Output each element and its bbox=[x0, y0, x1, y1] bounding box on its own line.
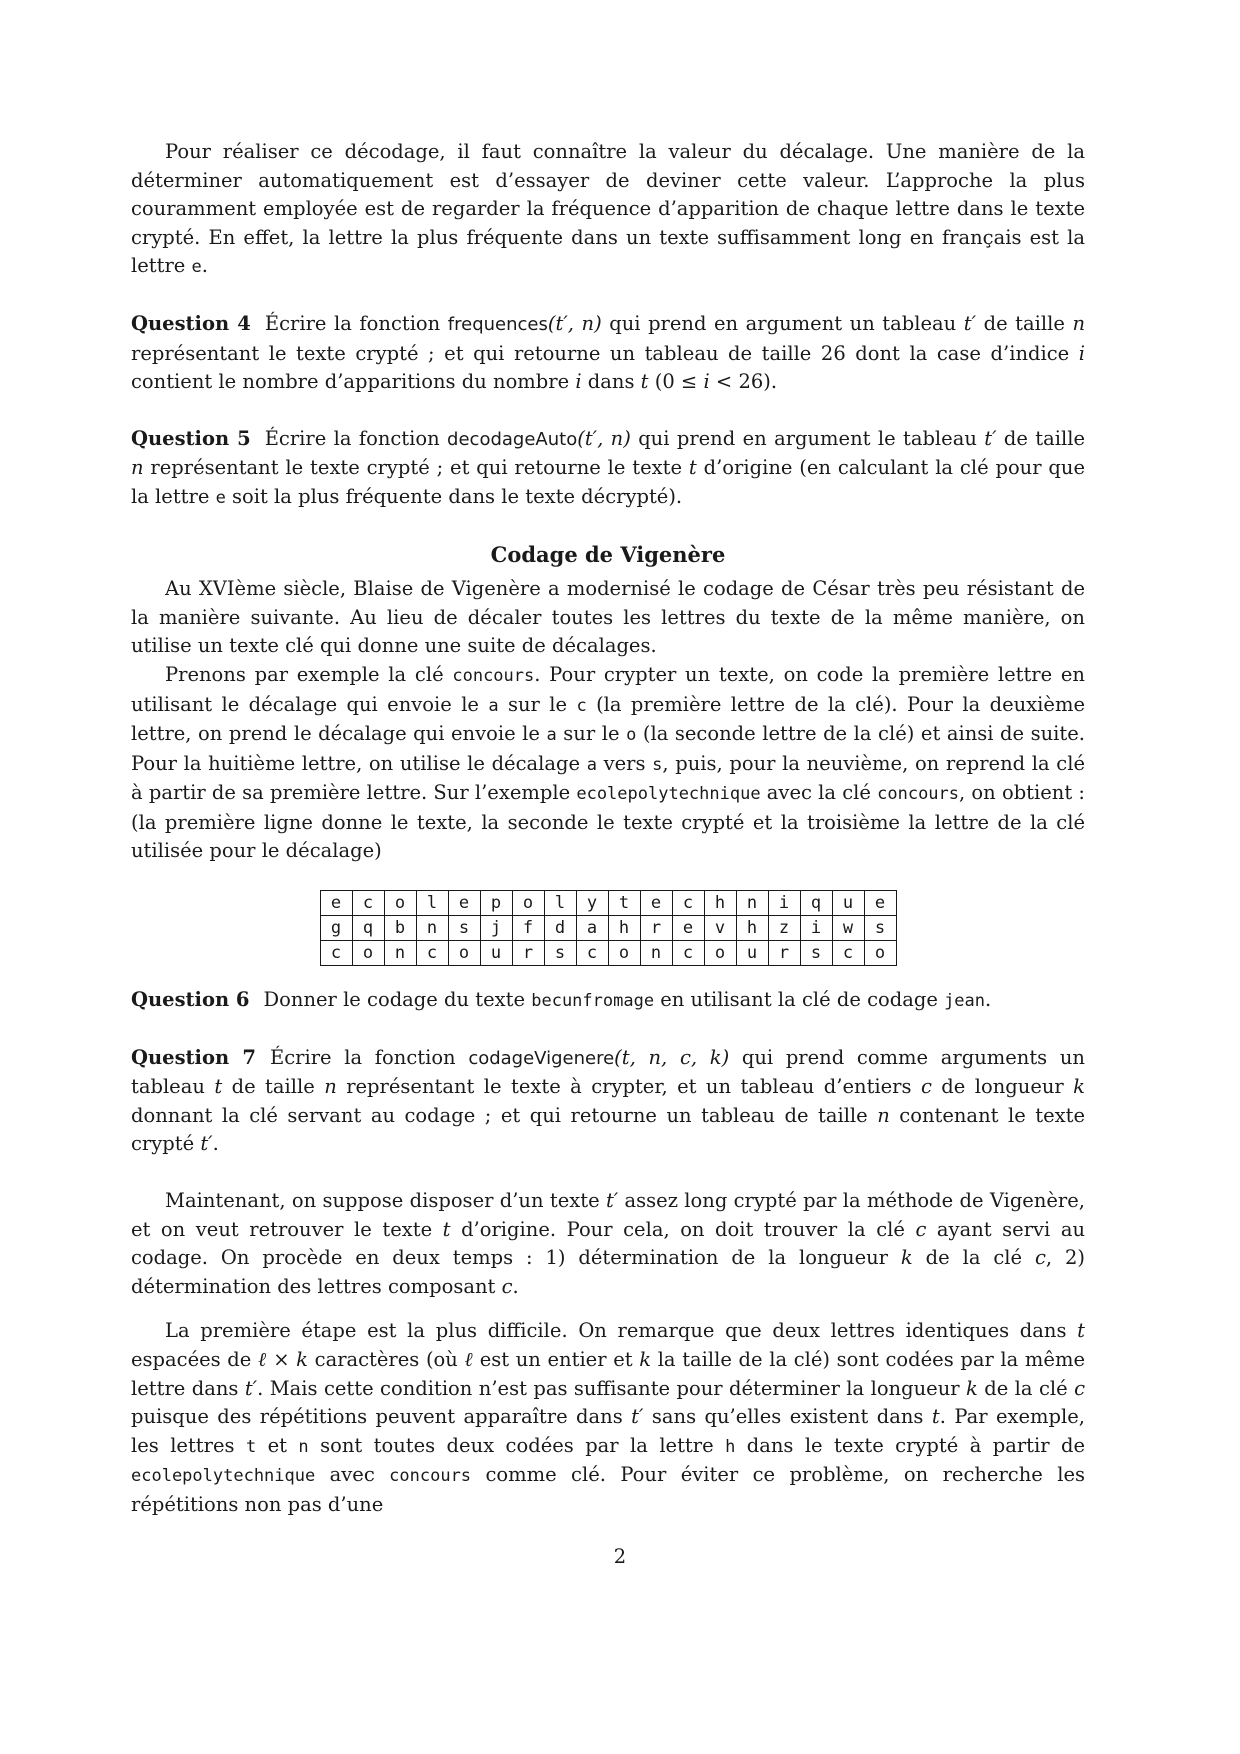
function-args: (t′, n) bbox=[547, 311, 602, 335]
paragraph-4 bbox=[131, 1317, 1085, 1519]
q4-text-8: < 26). bbox=[709, 370, 778, 394]
table-cell: s bbox=[544, 941, 576, 966]
p4-var-7: c bbox=[1074, 1376, 1085, 1400]
table-cell: n bbox=[416, 916, 448, 941]
p2-text-5: sur le bbox=[556, 722, 627, 746]
q7-var-2: n bbox=[324, 1075, 337, 1099]
p3-text-1: Maintenant, on suppose disposer d’un texte bbox=[165, 1189, 606, 1213]
q5-var-1: t′ bbox=[984, 426, 997, 450]
question-6 bbox=[131, 986, 1085, 1016]
q4-var-6: i bbox=[703, 370, 710, 394]
key-word-2: concours bbox=[877, 784, 960, 805]
intro-letter: e bbox=[191, 257, 202, 278]
table-cell: r bbox=[768, 941, 800, 966]
table-cell: o bbox=[448, 941, 480, 966]
q4-var-1: t′ bbox=[963, 311, 977, 335]
p4-text-15: comme clé. Pour éviter ce problème, on recherche les répétitions non pas d’une bbox=[131, 1463, 1085, 1516]
table-cell: e bbox=[320, 891, 352, 916]
p3-text-5: de la clé bbox=[912, 1246, 1035, 1270]
cipher-text-row bbox=[320, 916, 896, 941]
table-cell: a bbox=[576, 916, 608, 941]
p4-text-9: sans qu’elles existent dans bbox=[643, 1405, 932, 1429]
table-cell: c bbox=[416, 941, 448, 966]
q6-text-1: Donner le codage du texte bbox=[263, 988, 532, 1012]
table-cell: o bbox=[512, 891, 544, 916]
table-cell: d bbox=[544, 916, 576, 941]
table-cell: v bbox=[704, 916, 736, 941]
table-cell: o bbox=[864, 941, 896, 966]
question-5-label: Question 5 bbox=[131, 426, 251, 450]
page-body bbox=[131, 138, 1085, 1520]
table-cell: n bbox=[736, 891, 768, 916]
table-cell: e bbox=[864, 891, 896, 916]
question-6-label: Question 6 bbox=[131, 988, 250, 1012]
table-cell: r bbox=[640, 916, 672, 941]
p4-key-word: concours bbox=[389, 1466, 472, 1487]
letter-a-2: a bbox=[546, 725, 557, 746]
table-cell: o bbox=[704, 941, 736, 966]
p4-var-8: t′ bbox=[631, 1405, 644, 1429]
table-cell: b bbox=[384, 916, 416, 941]
q7-text-1: Écrire la fonction bbox=[270, 1045, 469, 1069]
q4-text-2: qui prend en argument un tableau bbox=[601, 311, 964, 335]
p3-var-4: k bbox=[900, 1246, 913, 1270]
p4-text-8: puisque des répétitions peuvent apparaître dans bbox=[131, 1405, 632, 1429]
section-title: Codage de Vigenère bbox=[490, 541, 726, 567]
q7-text-8: . bbox=[212, 1132, 219, 1156]
p3-text-4: ayant servi au codage. On procède en deux temps : 1) détermination de la longueur bbox=[131, 1217, 1085, 1270]
p2-text-8: , puis, pour la neuvième, on reprend la clé à partir de sa première lettre. Sur l’exemple bbox=[131, 751, 1085, 805]
p4-var-2: ℓ × k bbox=[257, 1348, 308, 1371]
page-number: 2 bbox=[613, 1545, 627, 1568]
p2-text-1: Prenons par exemple la clé bbox=[165, 662, 453, 686]
q4-text-3: de taille bbox=[976, 311, 1073, 335]
p4-var-5: t′ bbox=[244, 1376, 258, 1400]
table-cell: o bbox=[608, 941, 640, 966]
q4-text-4: représentant le texte crypté ; et qui retourne un tableau de taille 26 dont la case d’indice bbox=[131, 341, 1079, 365]
q5-var-3: t bbox=[688, 456, 697, 480]
p4-text-7: de la clé bbox=[977, 1376, 1075, 1400]
q7-var-3: c bbox=[920, 1075, 932, 1099]
q4-var-2: n bbox=[1072, 311, 1086, 335]
table-cell: q bbox=[800, 891, 832, 916]
q4-text-7: (0 ≤ bbox=[648, 370, 704, 394]
p4-var-9: t bbox=[931, 1405, 940, 1429]
table-cell: h bbox=[736, 916, 768, 941]
letter-o: o bbox=[626, 725, 637, 746]
p4-letter-t: t bbox=[245, 1436, 257, 1457]
table-cell: u bbox=[832, 891, 864, 916]
q5-text-6: soit la plus fréquente dans le texte décrypté). bbox=[225, 484, 683, 508]
table-cell: s bbox=[800, 941, 832, 966]
p4-text-5: la taille de la clé) sont codées par la même lettre dans bbox=[131, 1348, 1085, 1400]
q7-text-3: de taille bbox=[222, 1075, 325, 1099]
p3-var-3: c bbox=[915, 1217, 927, 1241]
question-4-label: Question 4 bbox=[131, 311, 251, 335]
p4-text-13: dans le texte crypté à partir de bbox=[735, 1433, 1086, 1457]
q7-text-4: représentant le texte à crypter, et un tableau d’entiers bbox=[336, 1075, 921, 1099]
p3-text-3: d’origine. Pour cela, on doit trouver la clé bbox=[450, 1217, 916, 1241]
p4-text-14: avec bbox=[315, 1463, 390, 1487]
question-7-label: Question 7 bbox=[131, 1045, 256, 1069]
p2-text-9: avec la clé bbox=[760, 781, 878, 805]
p4-example-word: ecolepolytechnique bbox=[131, 1466, 316, 1487]
question-4 bbox=[131, 310, 1085, 397]
q6-key: jean bbox=[944, 991, 986, 1012]
table-cell: c bbox=[576, 941, 608, 966]
p3-var-6: c bbox=[501, 1274, 513, 1298]
p4-letter-n: n bbox=[298, 1436, 309, 1457]
table-cell: z bbox=[768, 916, 800, 941]
key-row bbox=[320, 941, 896, 966]
p4-text-4: est un entier et bbox=[473, 1348, 640, 1371]
p2-text-6: (la seconde lettre de la clé) et ainsi de suite. Pour la huitième lettre, on utilise le décalage bbox=[131, 722, 1085, 775]
function-name: decodageAuto bbox=[447, 428, 578, 450]
table-cell: c bbox=[320, 941, 352, 966]
key-word: concours bbox=[452, 665, 535, 686]
letter-a-3: a bbox=[586, 754, 597, 775]
paragraph-3 bbox=[131, 1187, 1085, 1301]
q7-var-6: t′ bbox=[200, 1132, 213, 1156]
p2-text-4: (la première lettre de la clé). Pour la deuxième lettre, on prend le décalage qui envoie le bbox=[131, 692, 1085, 746]
letter-c: c bbox=[576, 695, 587, 716]
q6-word: becunfromage bbox=[531, 991, 655, 1012]
table-cell: c bbox=[832, 941, 864, 966]
table-cell: u bbox=[736, 941, 768, 966]
p4-text-3: caractères (où bbox=[308, 1348, 465, 1371]
vigenere-paragraph-2 bbox=[131, 661, 1085, 866]
table-cell: o bbox=[384, 891, 416, 916]
table-cell: c bbox=[352, 891, 384, 916]
q5-text-2: qui prend en argument le tableau bbox=[630, 426, 985, 450]
q7-var-1: t bbox=[214, 1075, 223, 1099]
p4-text-1: La première étape est la plus difficile. On remarque que deux lettres identiques dans bbox=[165, 1319, 1078, 1343]
table-cell: i bbox=[768, 891, 800, 916]
question-5 bbox=[131, 425, 1085, 513]
table-cell: s bbox=[448, 916, 480, 941]
q5-text-3: de taille bbox=[996, 426, 1086, 450]
p3-var-1: t′ bbox=[605, 1189, 619, 1213]
q6-text-3: . bbox=[985, 988, 992, 1012]
table-cell: g bbox=[320, 916, 352, 941]
p4-text-2: espacées de bbox=[131, 1348, 258, 1371]
p4-text-12: sont toutes deux codées par la lettre bbox=[308, 1433, 726, 1457]
table-cell: o bbox=[352, 941, 384, 966]
p2-text-2: . Pour crypter un texte, on code la première lettre en utilisant le décalage qui envoie le bbox=[131, 662, 1085, 716]
q4-text-6: dans bbox=[581, 370, 641, 394]
intro-text: Pour réaliser ce décodage, il faut connaître la valeur du décalage. Une manière de la déterminer automatiquement est d’essayer de deviner cette valeur. L’approche la plus couramment employée est de regarder la fréquence d’apparition de chaque lettre dans le texte crypté. En effet, la lettre la plus fréquente dans un texte suffisamment long en français est la lettre bbox=[131, 140, 1085, 278]
p4-text-6: . Mais cette condition n’est pas suffisante pour déterminer la longueur bbox=[257, 1376, 966, 1400]
q4-text-1: Écrire la fonction bbox=[264, 311, 448, 335]
table-cell: j bbox=[480, 916, 512, 941]
p3-text-7: . bbox=[512, 1274, 519, 1298]
q7-var-5: n bbox=[877, 1103, 890, 1127]
table-cell: e bbox=[640, 891, 672, 916]
q5-text-1: Écrire la fonction bbox=[264, 426, 448, 450]
table-cell: y bbox=[576, 891, 608, 916]
vigenere-paragraph-1: Au XVIème siècle, Blaise de Vigenère a modernisé le codage de César très peu résistant de la manière suivante. Au lieu de décaler toutes les lettres du texte de la même manière, on utilise un texte clé qui donne une suite de décalages. bbox=[131, 577, 1085, 658]
q4-var-4: i bbox=[575, 370, 582, 394]
q4-var-5: t bbox=[640, 370, 649, 394]
p2-text-3: sur le bbox=[498, 692, 577, 716]
table-cell: s bbox=[864, 916, 896, 941]
intro-end: . bbox=[201, 254, 208, 278]
q5-letter: e bbox=[215, 487, 226, 508]
p4-var-4: k bbox=[639, 1348, 652, 1371]
function-name: frequences bbox=[447, 313, 548, 335]
question-7 bbox=[131, 1044, 1085, 1159]
p4-var-1: t bbox=[1077, 1319, 1085, 1343]
table-cell: l bbox=[416, 891, 448, 916]
function-name: codageVigenere bbox=[468, 1047, 615, 1069]
q5-text-4: représentant le texte crypté ; et qui retourne le texte bbox=[143, 456, 689, 480]
p3-text-6: , 2) détermination des lettres composant bbox=[131, 1246, 1085, 1298]
p3-text-2: assez long crypté par la méthode de Vigenère, et on veut retrouver le texte bbox=[131, 1189, 1085, 1241]
table-cell: h bbox=[608, 916, 640, 941]
p2-text-7: vers bbox=[596, 751, 653, 775]
p4-letter-h: h bbox=[725, 1436, 736, 1457]
table-cell: u bbox=[480, 941, 512, 966]
table-cell: c bbox=[672, 941, 704, 966]
table-cell: e bbox=[672, 916, 704, 941]
q7-text-6: donnant la clé servant au codage ; et qui retourne un tableau de taille bbox=[131, 1103, 878, 1127]
q7-text-5: de longueur bbox=[931, 1075, 1074, 1099]
p3-var-5: c bbox=[1034, 1246, 1046, 1270]
table-cell: p bbox=[480, 891, 512, 916]
p2-text-10: , on obtient : (la première ligne donne le texte, la seconde le texte crypté et la troisième la lettre de la clé utilisée pour le décalage) bbox=[131, 781, 1085, 863]
p4-var-3: ℓ bbox=[464, 1348, 474, 1371]
table-cell: h bbox=[704, 891, 736, 916]
q7-var-4: k bbox=[1073, 1075, 1085, 1099]
table-cell: i bbox=[800, 916, 832, 941]
q5-var-2: n bbox=[131, 456, 144, 480]
plain-text-row bbox=[320, 891, 896, 916]
p4-var-6: k bbox=[966, 1376, 978, 1400]
function-args: (t, n, c, k) bbox=[614, 1045, 730, 1069]
q6-text-2: en utilisant la clé de codage bbox=[654, 988, 945, 1012]
table-cell: n bbox=[384, 941, 416, 966]
example-word: ecolepolytechnique bbox=[576, 784, 761, 805]
q4-text-5: contient le nombre d’apparitions du nombre bbox=[131, 370, 576, 394]
table-cell: c bbox=[672, 891, 704, 916]
p4-text-10: . Par exemple, les lettres bbox=[131, 1405, 1085, 1457]
table-cell: n bbox=[640, 941, 672, 966]
table-cell: r bbox=[512, 941, 544, 966]
table-cell: l bbox=[544, 891, 576, 916]
q5-text-5: d’origine (en calculant la clé pour que la lettre bbox=[131, 456, 1085, 508]
p3-var-2: t bbox=[442, 1217, 451, 1241]
table-cell: t bbox=[608, 891, 640, 916]
function-args: (t′, n) bbox=[577, 426, 631, 450]
letter-a-1: a bbox=[488, 695, 499, 716]
q7-text-2: qui prend comme arguments un tableau bbox=[131, 1045, 1085, 1099]
vigenere-cipher-table bbox=[320, 890, 897, 966]
letter-s: s bbox=[652, 754, 663, 775]
table-cell: e bbox=[448, 891, 480, 916]
q4-var-3: i bbox=[1078, 341, 1085, 365]
table-cell: q bbox=[352, 916, 384, 941]
q7-text-7: contenant le texte crypté bbox=[131, 1103, 1085, 1156]
table-cell: f bbox=[512, 916, 544, 941]
table-cell: w bbox=[832, 916, 864, 941]
intro-paragraph bbox=[131, 138, 1085, 282]
p4-text-11: et bbox=[256, 1433, 299, 1457]
